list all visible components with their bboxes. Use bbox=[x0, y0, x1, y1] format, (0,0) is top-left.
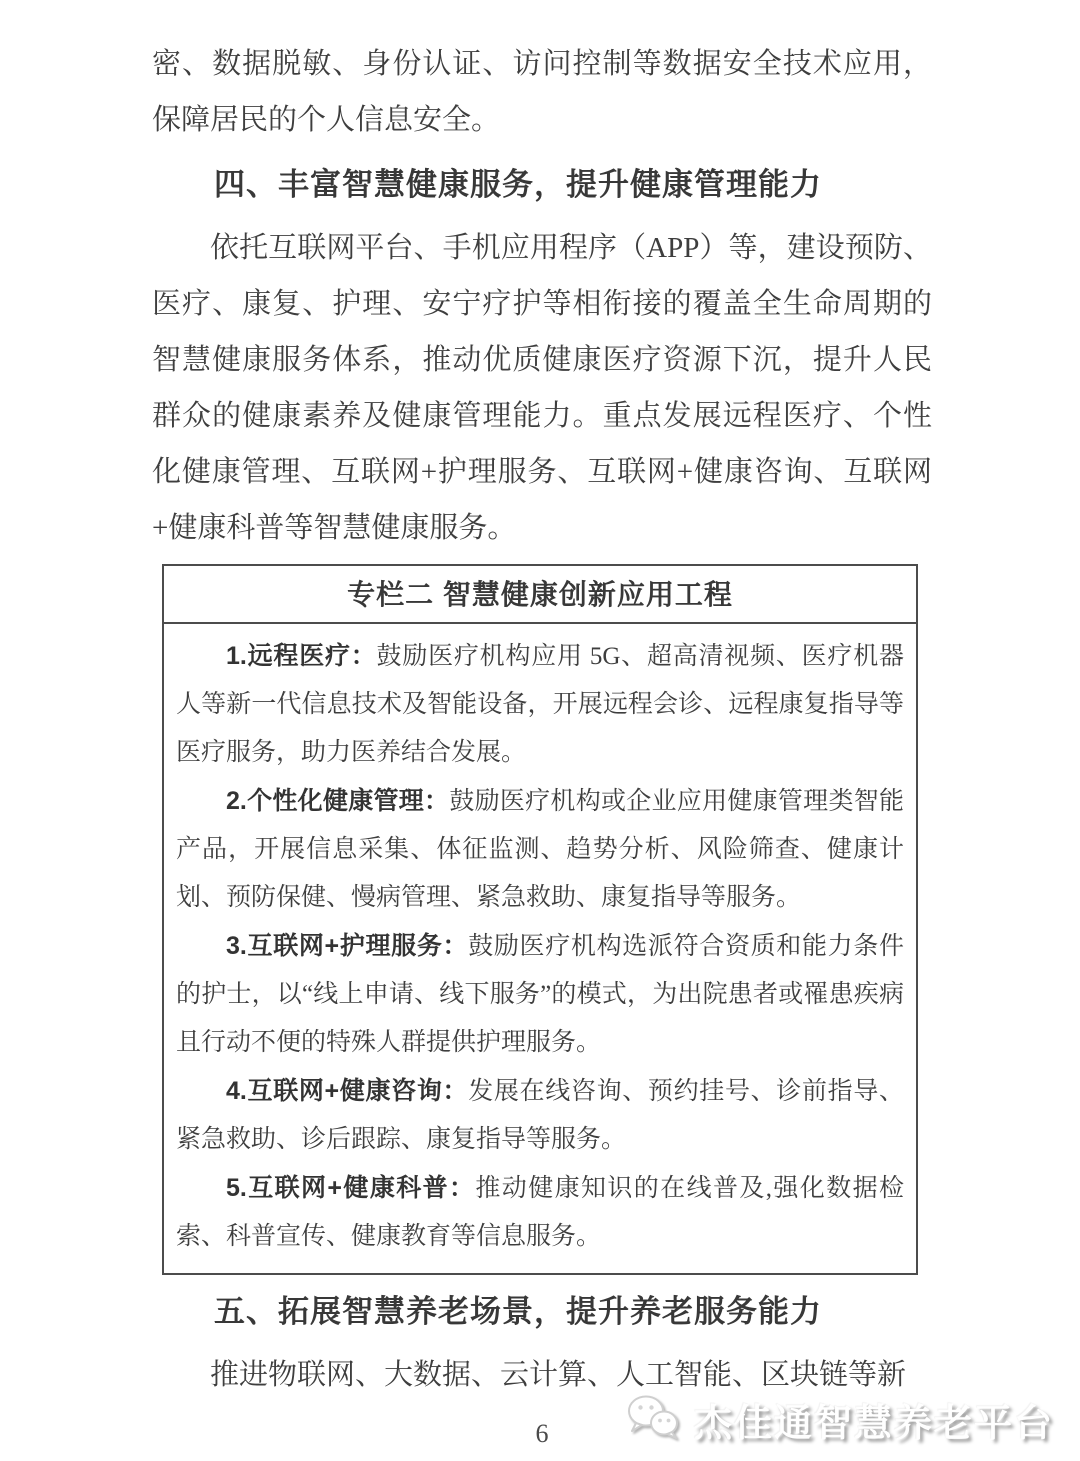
chat-bubbles-icon bbox=[622, 1392, 684, 1447]
brand-watermark-text: 杰佳通智慧养老平台 bbox=[693, 1403, 1054, 1445]
brand-watermark bbox=[622, 1392, 1054, 1447]
panel-item-4 bbox=[176, 1067, 904, 1164]
continuation-paragraph: 密、数据脱敏、身份认证、访问控制等数据安全技术应用，保障居民的个人信息安全。 bbox=[152, 48, 932, 136]
panel-item-2-label: 2.个性化健康管理： bbox=[226, 787, 450, 815]
column2-panel bbox=[162, 564, 918, 1275]
panel-item-3 bbox=[176, 922, 904, 1067]
section4-paragraph: 依托互联网平台、手机应用程序（APP）等，建设预防、医疗、康复、护理、安宁疗护等相衔接的覆盖全生命周期的智慧健康服务体系，推动优质健康医疗资源下沉，提升人民群众的健康素养及健康管理能力。重点发展远程医疗、个性化健康管理、互联网+护理服务、互联网+健康咨询、互联网+健康科普等智慧健康服务。 bbox=[152, 232, 932, 544]
panel-body bbox=[164, 624, 916, 1273]
panel-item-3-label: 3.互联网+护理服务： bbox=[226, 932, 469, 960]
panel-item-4-label: 4.互联网+健康咨询： bbox=[226, 1077, 469, 1105]
panel-item-3-text: 鼓励医疗机构选派符合资质和能力条件的护士，以“线上申请、线下服务”的模式，为出院患者或罹患疾病且行动不便的特殊人群提供护理服务。 bbox=[176, 933, 904, 1056]
panel-item-4-text: 发展在线咨询、预约挂号、诊前指导、紧急救助、诊后跟踪、康复指导等服务。 bbox=[176, 1078, 904, 1153]
panel-item-1-text: 鼓励医疗机构应用 5G、超高清视频、医疗机器人等新一代信息技术及智能设备，开展远程会诊、远程康复指导等医疗服务，助力医养结合发展。 bbox=[176, 643, 904, 766]
section4-heading: 四、丰富智慧健康服务，提升健康管理能力 bbox=[214, 167, 822, 202]
panel-title: 专栏二 智慧健康创新应用工程 bbox=[164, 566, 916, 624]
panel-item-1 bbox=[176, 632, 904, 777]
page-number: 6 bbox=[535, 1419, 549, 1448]
panel-item-1-label: 1.远程医疗： bbox=[226, 642, 377, 670]
panel-item-5-label: 5.互联网+健康科普： bbox=[226, 1174, 476, 1202]
panel-item-5-text: 推动健康知识的在线普及,强化数据检索、科普宣传、健康教育等信息服务。 bbox=[176, 1175, 904, 1250]
section5-heading: 五、拓展智慧养老场景，提升养老服务能力 bbox=[214, 1294, 822, 1329]
section5-paragraph: 推进物联网、大数据、云计算、人工智能、区块链等新 bbox=[210, 1359, 907, 1391]
panel-item-5 bbox=[176, 1164, 904, 1261]
panel-item-2-text: 鼓励医疗机构或企业应用健康管理类智能产品，开展信息采集、体征监测、趋势分析、风险筛查、健康计划、预防保健、慢病管理、紧急救助、康复指导等服务。 bbox=[176, 788, 904, 911]
panel-item-2 bbox=[176, 777, 904, 922]
